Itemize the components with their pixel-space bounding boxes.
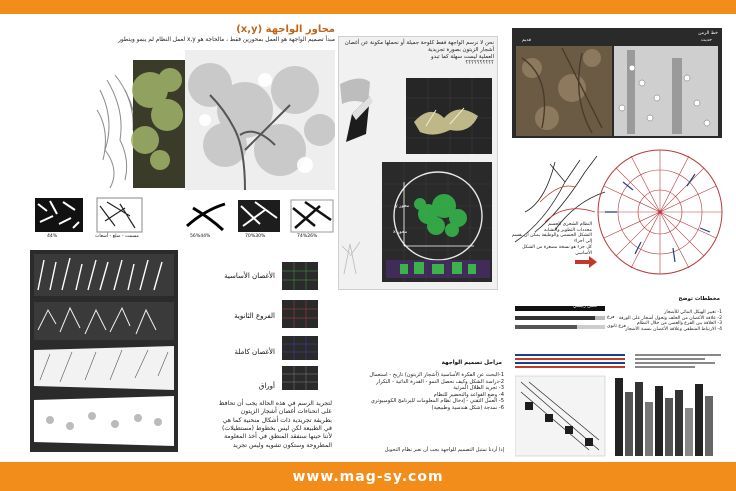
branch-label-main: الأغصان الأساسية: [224, 272, 275, 280]
site-url-link[interactable]: www.mag-sy.com: [292, 468, 444, 485]
tree-sketch-image: [95, 50, 335, 190]
bottom-orange-band: [0, 462, 736, 491]
top-orange-band: [0, 0, 736, 14]
legend-title: مخططات توضح: [678, 296, 720, 302]
timeline-old-label: قديم: [522, 38, 531, 43]
center-paragraph: نحن لا نرسم الواجهة فقط كلوحة جميلة أو نحملها مكونة عن أغصان أشجار الزيتون بصورة تجريدية العملية ليست سهلة كما تبدو ؟؟؟؟؟؟؟؟؟؟: [344, 40, 494, 67]
tree-diagrams: [505, 142, 731, 282]
step-item: 4- وضع القواعد والتحضير للنظام: [433, 391, 504, 398]
bar-label: غصن رئيسي: [573, 304, 598, 309]
abstraction-thumbnails: [35, 196, 335, 248]
tree-collage: [95, 50, 335, 190]
section-subtitle: مبدأ تصميم الواجهة هو العمل بمحورين فقط ، مالحاجة هو x,y لعمل النظام لم ينمو ويتطور: [118, 37, 335, 43]
step-item: 2-دراسة الشكل وكيف نحصل النمو - القدرة الذاتية - التكرار: [376, 378, 504, 385]
center-visuals: [340, 74, 495, 286]
bar-label: فرع ثانوي: [607, 324, 626, 329]
legend-item: 1- تغيير الهيكل المائي للأشجار: [664, 310, 722, 315]
percent-label: مسمت - ضلع - أشعاث: [95, 234, 139, 239]
branch-label-secondary: الفروع الثانوية: [234, 312, 275, 320]
axis-y-label: محور y: [395, 204, 410, 209]
steps-title: مراحل تصميم الواجهة: [441, 360, 502, 366]
grid-swatches: [282, 262, 322, 392]
step-item: 3- تجريد الظلال المرئية: [453, 385, 504, 391]
percent-label: 44%: [47, 234, 58, 239]
branch-strips: [30, 250, 178, 452]
steps-footer-note: إذا أردنا تمثيل التصميم للواجهة يجب أن نعبر نظام التحويل: [384, 447, 504, 453]
step-item: 5- العمل التقني - إدخال نظام المعلومات للبرنامج الكومبيوتري: [370, 398, 504, 404]
legend-item: 2- علاقة الأغصان من الخلف وتحول أشجار على الورقة: [618, 315, 722, 321]
section-title: محاور الواجهة (x,y): [236, 24, 335, 35]
timeline-label: خط الزمن: [698, 31, 718, 36]
timeline-new-label: حديث: [700, 38, 712, 43]
branch-label-full: الأغصان كاملة: [234, 348, 275, 356]
legend-items: [560, 310, 722, 333]
step-item: 6- نمذجة (شكل هندسية وطبيعية): [431, 404, 504, 411]
axis-x-label: محور x: [393, 230, 408, 235]
step-item: 1-البحث عن الفكرة الأساسية (أشجار الزيتون) تاريخ - استعمال: [369, 372, 504, 378]
legend-item: 4- الارتباط المنطقي وعلاقة الأغصان بنسبة الأشجار: [625, 327, 722, 333]
branch-label-leaves: أوراق: [258, 382, 275, 390]
diagram-caption: النظام الشجري للجسم محددات التطوير والتشابه التشكل الجسمي والوظيفة يمكن أن يقسم إلى أجزاء كل جزء هو نسخة مصغرة من الشكل الأساسي: [511, 222, 592, 256]
percent-label: 70%30%: [245, 234, 266, 239]
facade-matrix: [515, 352, 725, 458]
steps-list: [338, 372, 504, 411]
percent-label: 56%44%: [190, 234, 211, 239]
timeline-photos: [512, 28, 722, 138]
bar-label: فرع: [607, 315, 615, 320]
legend-item: 3- العلاقة بين الفرع والغصن من خلال النظام: [636, 321, 722, 327]
abstraction-paragraph: لتجريد الرسم في هذه الحالة يجب أن تحافظ على انحناءات أغصان أشجار الزيتون بطريقة تجريدية ذات أشكال منحنية كما هي في الطبيعة لكن ليس بخطوط (مستطيلات) لأننا حينها سنفقد المنطق في أخذ المعلومة المطروحة وستكون تشويه وليس تجريد: [218, 400, 332, 449]
percent-label: 74%26%: [297, 234, 318, 239]
